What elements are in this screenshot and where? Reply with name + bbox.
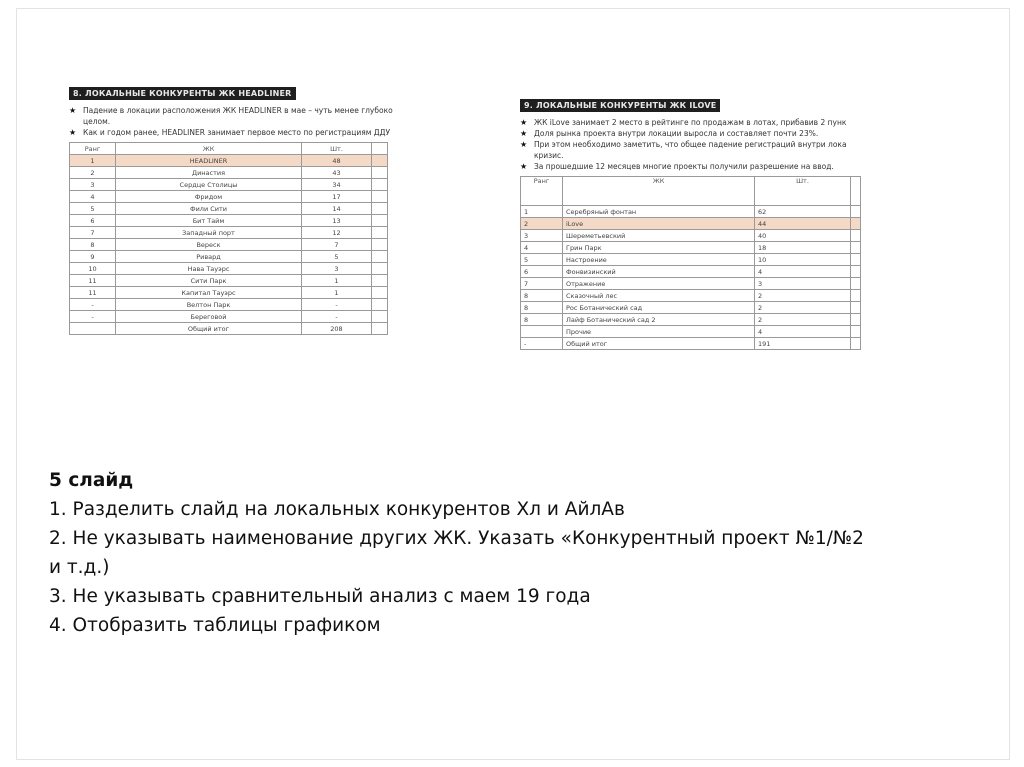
table-cell: Фонвизинский (563, 266, 755, 278)
table-cell: 18 (755, 242, 851, 254)
table-body (70, 155, 388, 335)
table-cell: Прочие (563, 326, 755, 338)
bullet-list (520, 117, 880, 172)
table-cell: 5 (70, 203, 116, 215)
table-cell: - (521, 338, 563, 350)
table-cell: 13 (302, 215, 372, 227)
slide-canvas (16, 8, 1010, 760)
table-cell: 5 (521, 254, 563, 266)
table-row (521, 242, 861, 254)
table-row (521, 206, 861, 218)
star-icon: ★ (520, 118, 528, 127)
table-body (521, 206, 861, 350)
table-cell: 7 (521, 278, 563, 290)
competitors-ilove-panel (520, 93, 880, 350)
table-row (70, 227, 388, 239)
table-row (521, 326, 861, 338)
table-cell: Рос Ботанический сад (563, 302, 755, 314)
table-cell: Фридом (116, 191, 302, 203)
table-cell: 1 (70, 155, 116, 167)
table-row (70, 311, 388, 323)
notes-line: 3. Не указывать сравнительный анализ с маем 19 года (49, 586, 591, 607)
table-row (70, 155, 388, 167)
slide-notes (49, 466, 999, 640)
notes-line: 4. Отобразить таблицы графиком (49, 615, 381, 636)
table-row (70, 251, 388, 263)
table-cell: 44 (755, 218, 851, 230)
table-cell: 1 (302, 275, 372, 287)
table-cell: 1 (302, 287, 372, 299)
table-cell: - (70, 311, 116, 323)
bullet-item: ★ Доля рынка проекта внутри локации выросла и составляет почти 23%. (520, 129, 819, 138)
table-cell: 8 (70, 239, 116, 251)
table-cell: 2 (521, 218, 563, 230)
table-cell: Серебряный фонтан (563, 206, 755, 218)
table-cell (70, 323, 116, 335)
table-row (70, 263, 388, 275)
table-cell: 1 (521, 206, 563, 218)
table-row (70, 179, 388, 191)
table-row (70, 203, 388, 215)
table-cell: 9 (70, 251, 116, 263)
notes-line: 1. Разделить слайд на локальных конкурентов Хл и АйлАв (49, 499, 625, 520)
table-cell: 62 (755, 206, 851, 218)
table-cell: 3 (521, 230, 563, 242)
bullet-item: целом. (83, 117, 111, 126)
table-cell: 7 (70, 227, 116, 239)
bullet-item: ★ При этом необходимо заметить, что общее падение регистраций внутри лока (520, 140, 847, 149)
bullet-item: ★ ЖК iLove занимает 2 место в рейтинге по продажам в лотах, прибавив 2 пунк (520, 118, 847, 127)
table-cell: Ривард (116, 251, 302, 263)
table-cell: - (302, 311, 372, 323)
table-cell: Сити Парк (116, 275, 302, 287)
table-cell: 3 (70, 179, 116, 191)
bullet-item: ★ За прошедшие 12 месяцев многие проекты получили разрешение на ввод. (520, 162, 834, 171)
table-cell: 208 (302, 323, 372, 335)
table-cell: 40 (755, 230, 851, 242)
table-cell: 10 (70, 263, 116, 275)
star-icon: ★ (520, 162, 528, 171)
table-cell: 191 (755, 338, 851, 350)
table-cell: HEADLINER (116, 155, 302, 167)
table-cell: Династия (116, 167, 302, 179)
table-row (521, 290, 861, 302)
table-cell: 6 (521, 266, 563, 278)
column-header: Шт. (755, 177, 851, 206)
table-cell: Шереметьевский (563, 230, 755, 242)
table-cell: 2 (755, 314, 851, 326)
table-cell: 34 (302, 179, 372, 191)
table-cell: 11 (70, 287, 116, 299)
table-cell: 8 (521, 302, 563, 314)
bullet-item: ★ Падение в локации расположения ЖК HEADLINER в мае – чуть менее глубоко (69, 106, 393, 115)
table-cell: Капитал Тауэрс (116, 287, 302, 299)
table-row (70, 239, 388, 251)
table-cell: Отражение (563, 278, 755, 290)
table-cell: Общий итог (563, 338, 755, 350)
table-cell: Западный порт (116, 227, 302, 239)
table-cell: 4 (755, 266, 851, 278)
table-row (521, 230, 861, 242)
panel-title: 9. ЛОКАЛЬНЫЕ КОНКУРЕНТЫ ЖК ILOVE (520, 99, 720, 112)
panel-title: 8. ЛОКАЛЬНЫЕ КОНКУРЕНТЫ ЖК HEADLINER (69, 87, 296, 100)
table-cell: 8 (521, 290, 563, 302)
table-row (521, 338, 861, 350)
table-cell: Велтон Парк (116, 299, 302, 311)
column-header: ЖК (116, 143, 302, 155)
bullet-item: кризис. (534, 151, 564, 160)
table-cell: 10 (755, 254, 851, 266)
star-icon: ★ (69, 128, 77, 137)
table-cell: 6 (70, 215, 116, 227)
table-row (70, 287, 388, 299)
table-header-row (70, 143, 388, 155)
competitors-headliner-panel (69, 81, 409, 335)
notes-line: 2. Не указывать наименование других ЖК. Указать «Конкурентный проект №1/№2 (49, 528, 864, 549)
table-cell: 4 (70, 191, 116, 203)
column-header: Ранг (521, 177, 563, 206)
table-cell: Фили Сити (116, 203, 302, 215)
table-cell: Вереск (116, 239, 302, 251)
table-cell: Береговой (116, 311, 302, 323)
table-cell: 3 (755, 278, 851, 290)
table-row (521, 254, 861, 266)
table-cell: - (302, 299, 372, 311)
notes-line: и т.д.) (49, 557, 110, 578)
column-header: Ранг (70, 143, 116, 155)
table-row (521, 314, 861, 326)
table-cell: - (70, 299, 116, 311)
table-cell: Сказочный лес (563, 290, 755, 302)
table-row (70, 215, 388, 227)
table-cell: 14 (302, 203, 372, 215)
table-cell (521, 326, 563, 338)
table-cell: 17 (302, 191, 372, 203)
table-cell: Бит Тайм (116, 215, 302, 227)
table-header-row (521, 177, 861, 206)
table-cell: 3 (302, 263, 372, 275)
table-cell: 12 (302, 227, 372, 239)
table-cell: 43 (302, 167, 372, 179)
star-icon: ★ (520, 129, 528, 138)
star-icon: ★ (69, 106, 77, 115)
notes-heading: 5 слайд (49, 470, 134, 491)
table-cell: 4 (521, 242, 563, 254)
table-cell: 8 (521, 314, 563, 326)
table-cell: 2 (755, 290, 851, 302)
table-row (521, 218, 861, 230)
table-row (521, 278, 861, 290)
table-cell: 7 (302, 239, 372, 251)
ranking-table (69, 142, 388, 335)
star-icon: ★ (520, 140, 528, 149)
table-cell: Нава Тауэрс (116, 263, 302, 275)
table-row (70, 299, 388, 311)
column-header: Шт. (302, 143, 372, 155)
table-cell: 4 (755, 326, 851, 338)
column-header: ЖК (563, 177, 755, 206)
table-cell: 5 (302, 251, 372, 263)
table-cell: 2 (755, 302, 851, 314)
table-row (521, 266, 861, 278)
table-cell: 11 (70, 275, 116, 287)
table-row (521, 302, 861, 314)
bullet-list (69, 105, 409, 138)
table-cell: Настроение (563, 254, 755, 266)
table-cell: 2 (70, 167, 116, 179)
table-row (70, 275, 388, 287)
table-row (70, 191, 388, 203)
table-cell: Общий итог (116, 323, 302, 335)
table-cell: Лайф Ботанический сад 2 (563, 314, 755, 326)
table-cell: Сердце Столицы (116, 179, 302, 191)
table-row (70, 167, 388, 179)
table-cell: iLove (563, 218, 755, 230)
table-row (70, 323, 388, 335)
bullet-item: ★ Как и годом ранее, HEADLINER занимает первое место по регистрациям ДДУ (69, 128, 391, 137)
ranking-table (520, 176, 861, 350)
table-cell: 48 (302, 155, 372, 167)
table-cell: Грин Парк (563, 242, 755, 254)
